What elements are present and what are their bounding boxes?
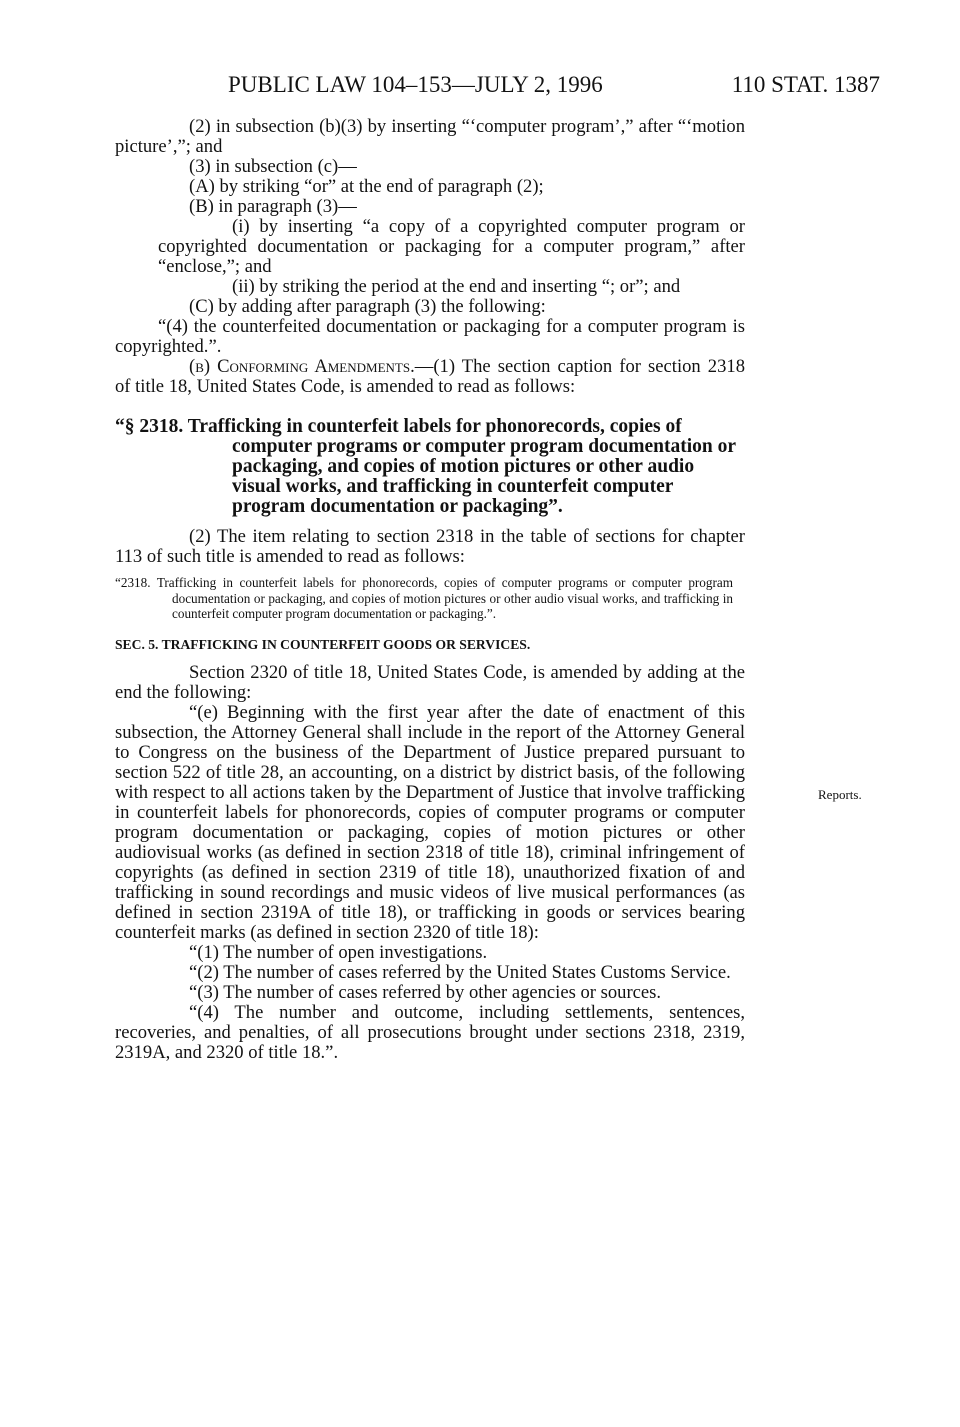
table-of-sections-item: “2318. Trafficking in counterfeit labels for phonorecords, copies of computer programs or computer program documentation or packaging, and copies of motion pictures or other audio visual works, and trafficking in counterfeit computer program documentation or packaging.”.: [115, 575, 733, 621]
section-5-heading: SEC. 5. TRAFFICKING IN COUNTERFEIT GOODS OR SERVICES.: [115, 636, 531, 652]
body-text: [115, 117, 745, 1063]
header-title: PUBLIC LAW 104–153—JULY 2, 1996: [228, 72, 603, 97]
conforming-amendments-text: —(1) The section caption for section 2318 of title 18, United States Code, is amended to read as follows:: [115, 356, 745, 397]
para-item-3: “(3) The number of cases referred by other agencies or sources.: [189, 981, 662, 1003]
conforming-amendments-label: (b) Conforming Amendments.: [189, 356, 415, 377]
para-clause-b: (B) in paragraph (3)—: [189, 196, 357, 217]
para-table-item: (2) The item relating to section 2318 in the table of sections for chapter 113 of such title is amended to read as follows:: [115, 526, 745, 567]
para-item-2: “(2) The number of cases referred by the United States Customs Service.: [189, 961, 731, 983]
para-clause-b-ii: (ii) by striking the period at the end and inserting “; or”; and: [232, 276, 681, 297]
para-amend-c: (3) in subsection (c)—: [189, 156, 357, 177]
para-subsection-e: “(e) Beginning with the first year after the date of enactment of this subsection, the Attorney General shall include in the report of the Attorney General to Congress on the business of the Department of Justice prepared pursuant to section 522 of title 28, an accounting, on a district by district basis, of the following with respect to all actions taken by the Department of Justice that involve trafficking in counterfeit labels for phonorecords, copies of computer programs or computer program documentation or packaging, copies of motion pictures or other audiovisual works (as defined in section 2318 of title 18), criminal infringement of copyrights (as defined in section 2319 of title 18), unauthorized fixation of and trafficking in sound recordings and music videos of live musical performances (as defined in section 2319A of title 18), or trafficking in goods or services bearing counterfeit marks (as defined in section 2320 of title 18):: [115, 701, 745, 943]
para-item-4: “(4) The number and outcome, including settlements, sentences, recoveries, and penalties, of all prosecutions brought under sections 2318, 2319, 2319A, and 2320 of title 18.”.: [115, 1001, 745, 1063]
margin-note: Reports.: [818, 787, 862, 802]
header-stat: 110 STAT. 1387: [731, 72, 880, 97]
section-2318-caption: “§ 2318. Trafficking in counterfeit labels for phonorecords, copies of computer programs or computer program documentation or packaging, and copies of motion pictures or other audio visual works, and trafficking in counterfeit computer program documentation or packaging”.: [115, 416, 736, 517]
para-paragraph-4: “(4) the counterfeited documentation or packaging for a computer program is copyrighted.”.: [115, 316, 745, 357]
para-conforming-amendments: [115, 357, 745, 397]
running-header: [228, 70, 880, 100]
para-amend-b3: (2) in subsection (b)(3) by inserting “‘computer program’,” after “‘motion picture’,”; and: [115, 116, 745, 157]
para-clause-c: (C) by adding after paragraph (3) the following:: [189, 296, 546, 317]
para-item-1: “(1) The number of open investigations.: [189, 941, 488, 963]
para-clause-b-i: (i) by inserting “a copy of a copyrighted computer program or copyrighted documentation or packaging for a computer program,” after “enclose,”; and: [158, 216, 745, 277]
para-section-2320: Section 2320 of title 18, United States Code, is amended by adding at the end the following:: [115, 661, 745, 703]
para-clause-a: (A) by striking “or” at the end of paragraph (2);: [189, 176, 544, 197]
